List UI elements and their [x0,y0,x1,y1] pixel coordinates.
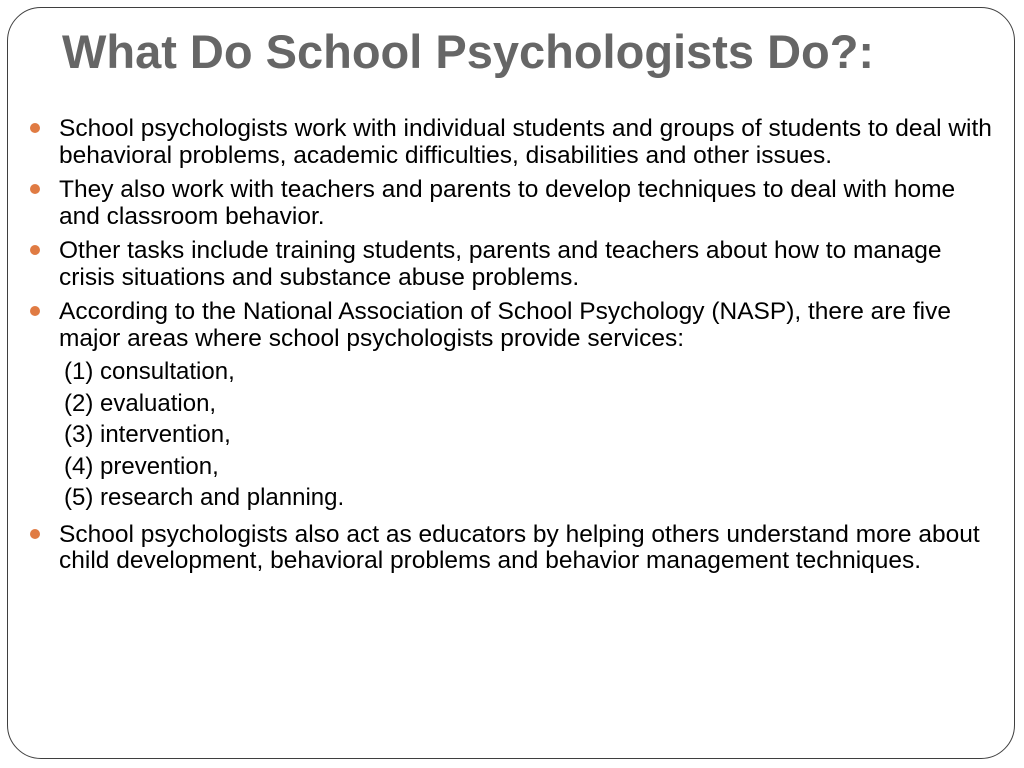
bullet-text: According to the National Association of School Psychology (NASP), there are five major areas where school psychologists provide services: [59,298,951,352]
bullet-item [30,299,1002,514]
bullet-item [30,177,1002,230]
bullet-text: Other tasks include training students, parents and teachers about how to manage crisis situations and substance abuse problems. [59,237,942,291]
service-area-item: (3) intervention, [64,421,231,448]
bullet-text: School psychologists work with individual students and groups of students to deal with behavioral problems, academic difficulties, disabilities and other issues. [59,115,992,169]
bullet-dot-icon [30,529,40,539]
bullet-dot-icon [30,184,40,194]
service-areas-list [59,356,1002,514]
bullet-dot-icon [30,245,40,255]
bullet-dot-icon [30,123,40,133]
bullet-item [30,116,1002,169]
slide-title: What Do School Psychologists Do?: [62,25,875,78]
bullet-dot-icon [30,306,40,316]
bullet-item [30,238,1002,291]
bullet-text: School psychologists also act as educators by helping others understand more about child development, behavioral problems and behavior management techniques. [59,520,980,574]
service-area-item: (4) prevention, [64,452,219,480]
service-area-item: (1) consultation, [64,358,235,385]
bullet-list [30,116,1002,583]
bullet-text: They also work with teachers and parents to develop techniques to deal with home and classroom behavior. [59,176,956,230]
service-area-item: (2) evaluation, [64,389,217,417]
bullet-item [30,522,1002,575]
service-area-item: (5) research and planning. [64,484,345,511]
